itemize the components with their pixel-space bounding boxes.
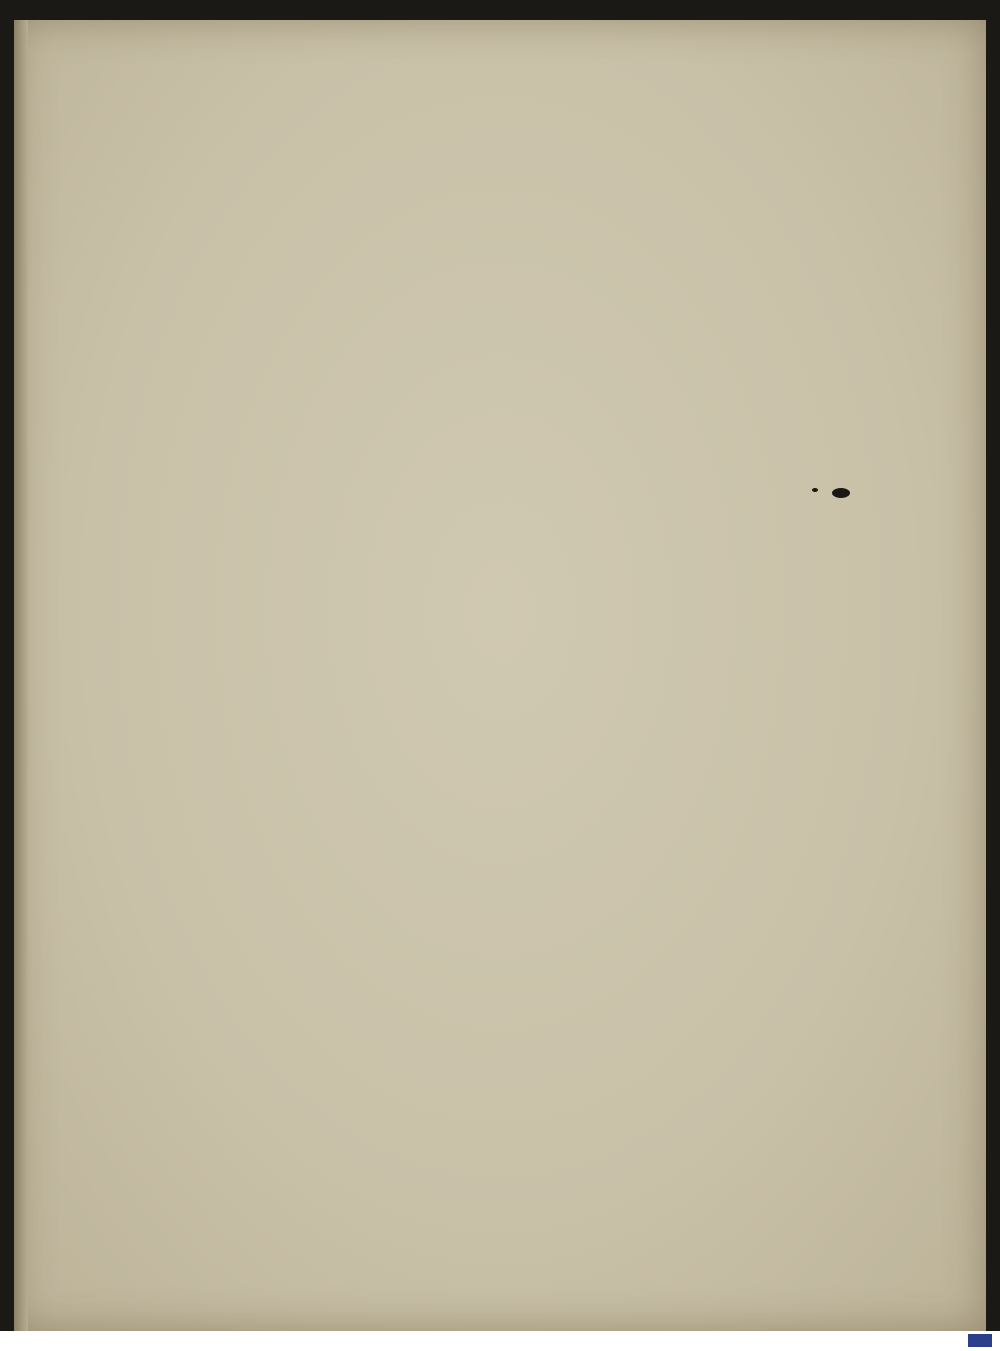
book-page [14, 20, 986, 1331]
page-edge [14, 20, 28, 1331]
footer-bar [0, 1331, 1000, 1351]
ink-blot [832, 488, 850, 498]
ink-blot [812, 488, 818, 492]
dfg-logo [968, 1334, 992, 1347]
